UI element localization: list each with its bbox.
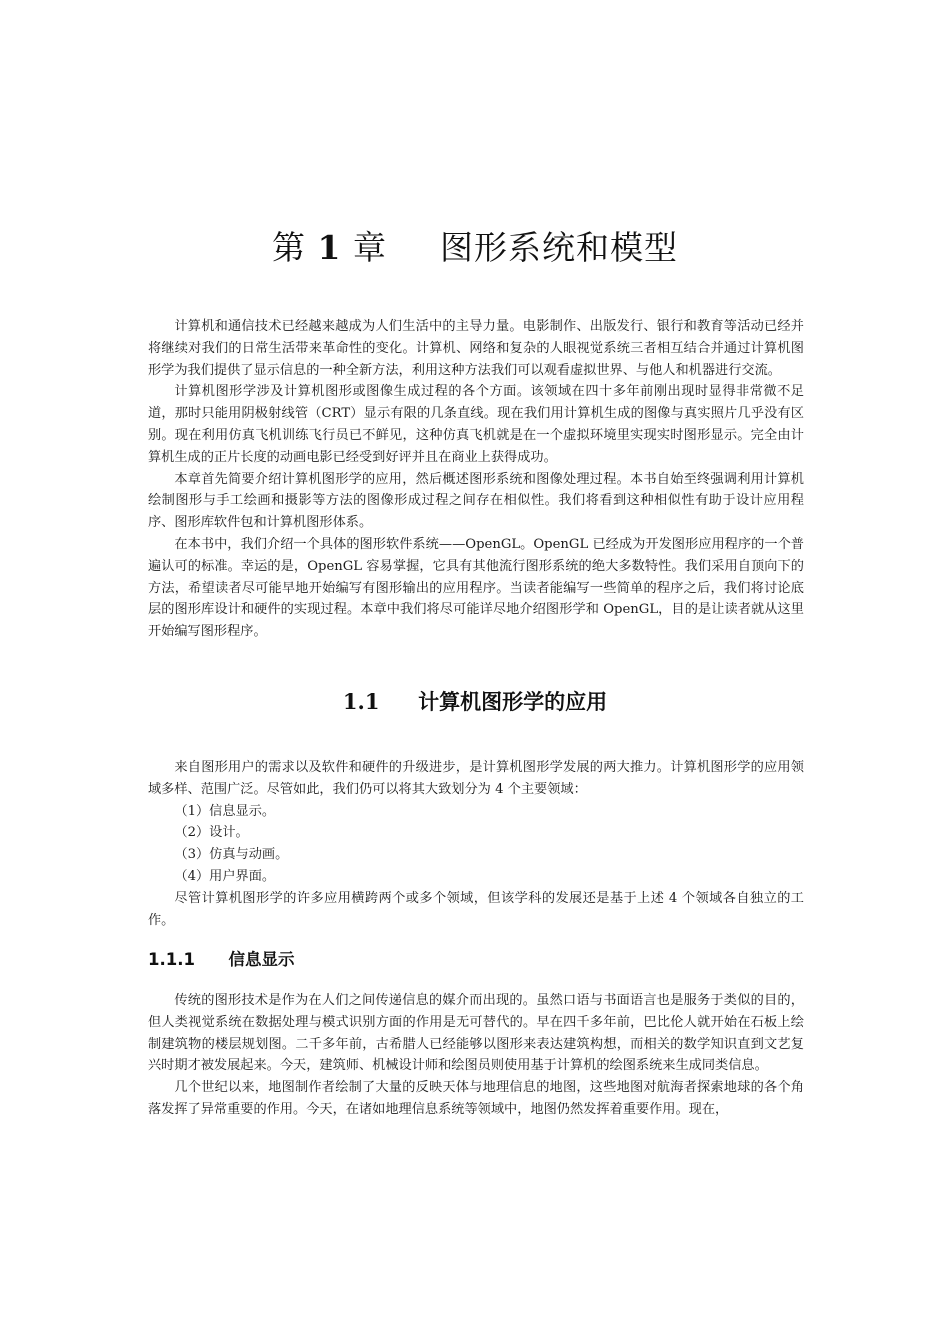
list-item: （3）仿真与动画。: [174, 847, 289, 863]
chapter-number-suffix: 章: [352, 228, 387, 267]
subsection-paragraph: 几个世纪以来，地图制作者绘制了大量的反映天体与地理信息的地图，这些地图对航海者探索地球的各个角落发挥了异常重要的作用。今天，在诸如地理信息系统等领域中，地图仍然发挥着重要作用。现在，: [148, 1080, 804, 1117]
section-number: 1.1: [342, 689, 380, 714]
chapter-title: [0, 222, 950, 269]
intro-paragraph: 在本书中，我们介绍一个具体的图形软件系统——OpenGL。OpenGL 已经成为开发图形应用程序的一个普遍认可的标准。幸运的是，OpenGL 容易掌握，它具有其他流行图形系统的绝大多数特性。我们采用自顶向下的方法，希望读者尽可能早地开始编写有图形输出的应用程序。当读者能编写一些简单的程序之后，我们将讨论底层的图形库设计和硬件的实现过程。本章中我们将尽可能详尽地介绍图形学和 OpenGL，目的是让读者就从这里开始编写图形程序。: [148, 536, 804, 640]
chapter-number-prefix: 第: [272, 228, 307, 267]
chapter-number: 1: [317, 228, 342, 267]
list-item: （1）信息显示。: [174, 803, 276, 819]
section-paragraph: 尽管计算机图形学的许多应用横跨两个或多个领域，但该学科的发展还是基于上述 4 个领域各自独立的工作。: [148, 890, 804, 928]
intro-paragraph: 计算机和通信技术已经越来越成为人们生活中的主导力量。电影制作、出版发行、银行和教育等活动已经并将继续对我们的日常生活带来革命性的变化。计算机、网络和复杂的人眼视觉系统三者相互结合并通过计算机图形学为我们提供了显示信息的一种全新方法，利用这种方法我们可以观看虚拟世界、与他人和机器进行交流。: [148, 319, 804, 378]
intro-paragraph: 计算机图形学涉及计算机图形或图像生成过程的各个方面。该领域在四十多年前刚出现时显得非常微不足道，那时只能用阴极射线管（CRT）显示有限的几条直线。现在我们用计算机生成的图像与真实照片几乎没有区别。现在利用仿真飞机训练飞行员已不鲜见，这种仿真飞机就是在一个虚拟环境里实现实时图形显示。完全由计算机生成的正片长度的动画电影已经受到好评并且在商业上获得成功。: [148, 384, 804, 465]
subsection-text: [148, 990, 804, 1121]
intro-text: [148, 316, 804, 643]
subsection-number: 1.1.1: [148, 950, 195, 969]
list-item: （4）用户界面。: [174, 868, 276, 884]
section-paragraph: 来自图形用户的需求以及软件和硬件的升级进步，是计算机图形学发展的两大推力。计算机图形学的应用领域多样、范围广泛。尽管如此，我们仍可以将其大致划分为 4 个主要领域：: [148, 760, 804, 797]
subsection-paragraph: 传统的图形技术是作为在人们之间传递信息的媒介而出现的。虽然口语与书面语言也是服务于类似的目的，但人类视觉系统在数据处理与模式识别方面的作用是无可替代的。早在四千多年前，巴比伦人就开始在石板上绘制建筑物的楼层规划图。二千多年前，古希腊人已经能够以图形来表达建筑构想，而相关的数学知识直到文艺复兴时期才被发展起来。今天，建筑师、机械设计师和绘图员则使用基于计算机的绘图系统来生成同类信息。: [148, 993, 804, 1074]
list-item: （2）设计。: [174, 825, 249, 841]
chapter-title-text: 图形系统和模型: [439, 228, 678, 267]
intro-paragraph: 本章首先简要介绍计算机图形学的应用，然后概述图形系统和图像处理过程。本书自始至终强调利用计算机绘制图形与手工绘画和摄影等方法的图像形成过程之间存在相似性。我们将看到这种相似性有助于设计应用程序、图形库软件包和计算机图形体系。: [148, 471, 804, 531]
subsection-title: 信息显示: [228, 950, 295, 969]
section-heading: [0, 686, 950, 716]
section-title: 计算机图形学的应用: [418, 690, 608, 714]
subsection-heading: [148, 946, 294, 970]
section-text: [148, 757, 804, 931]
